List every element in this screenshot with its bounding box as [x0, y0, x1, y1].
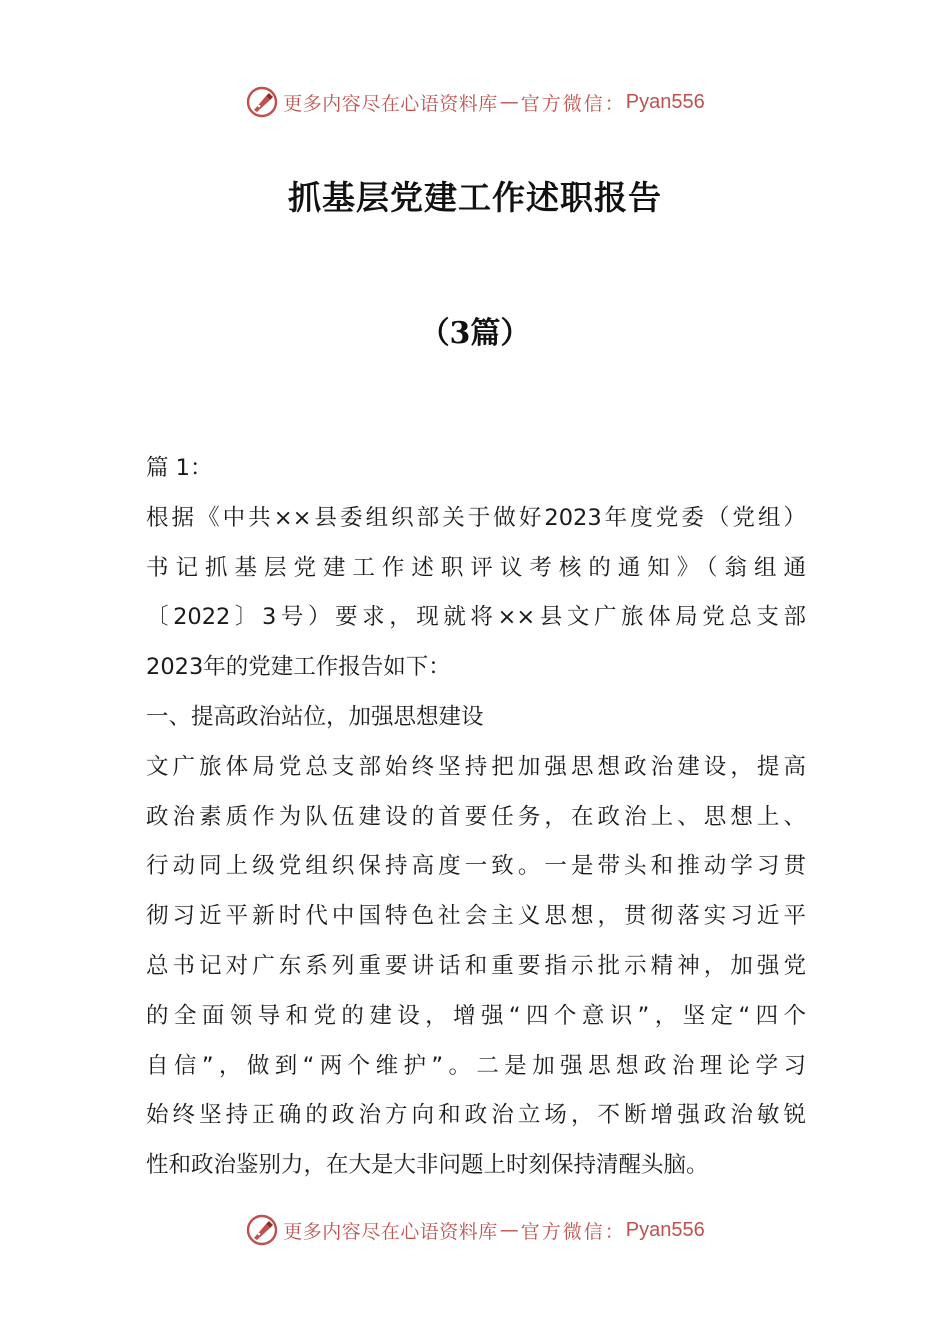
header-wechat-id: Pyan556	[625, 90, 705, 113]
pen-nib-logo-icon	[245, 1213, 279, 1247]
footer-site-text: 更多内容尽在心语资料库	[283, 1220, 498, 1243]
section-label: 篇 1：	[146, 455, 213, 481]
footer-banner	[0, 1210, 950, 1250]
footer-dash: —	[499, 1219, 519, 1241]
header-site-text: 更多内容尽在心语资料库	[283, 92, 498, 115]
body-line: 政治素质作为队伍建设的首要任务，在政治上、思想上、	[146, 803, 806, 830]
body-line: 彻习近平新时代中国特色社会主义思想，贯彻落实习近平	[146, 903, 806, 930]
section-heading: 一、提高政治站位，加强思想建设	[146, 703, 484, 730]
body-line: 始终坚持正确的政治方向和政治立场，不断增强政治敏锐	[146, 1102, 806, 1129]
body-line: 根据《中共××县委组织部关于做好2023年度党委（党组）	[146, 504, 806, 531]
footer-wechat-label: 官方微信：	[520, 1220, 626, 1243]
pen-nib-logo-icon	[245, 85, 279, 119]
body-line: 性和政治鉴别力，在大是大非问题上时刻保持清醒头脑。	[146, 1152, 709, 1179]
body-line: 自信”，做到“两个维护”。二是加强思想政治理论学习	[146, 1052, 806, 1079]
header-banner	[0, 82, 950, 122]
body-line: 文广旅体局党总支部始终坚持把加强思想政治建设，提高	[146, 753, 806, 780]
body-line: 2023年的党建工作报告如下：	[146, 654, 451, 681]
document-title: 抓基层党建工作述职报告	[288, 178, 662, 217]
body-line: 〔2022〕3号）要求，现就将××县文广旅体局党总支部	[146, 604, 806, 631]
document-body	[146, 444, 806, 1191]
body-line: 的全面领导和党的建设，增强“四个意识”，坚定“四个	[146, 1002, 806, 1029]
footer-wechat-id: Pyan556	[625, 1218, 705, 1241]
body-line: 总书记对广东系列重要讲话和重要指示批示精神，加强党	[146, 952, 806, 979]
body-line: 书记抓基层党建工作述职评议考核的通知》（翁组通	[146, 554, 806, 581]
header-dash: —	[499, 91, 519, 113]
body-line: 行动同上级党组织保持高度一致。一是带头和推动学习贯	[146, 853, 806, 880]
header-wechat-label: 官方微信：	[520, 92, 626, 115]
document-subtitle: （3篇）	[419, 316, 531, 351]
